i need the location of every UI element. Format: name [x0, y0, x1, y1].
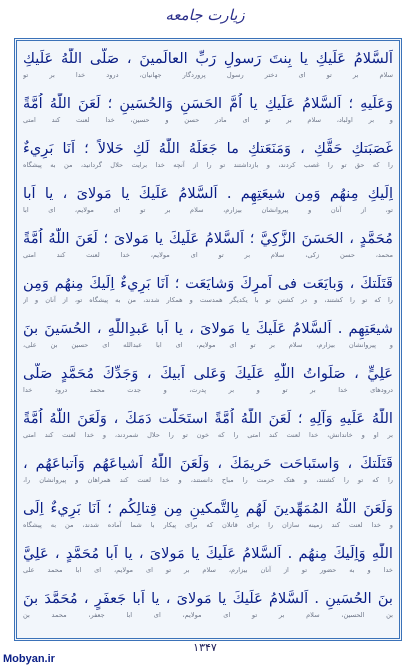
arabic-text: اِلَيكِ مِنهُم وَمِن شيعَتِهِم . اَلسَّلامُ عَلَيكَ يا مَولاىَ ، يا اَبا	[23, 185, 393, 202]
arabic-text: مُحَمَّدٍ ، الحَسَنَ الزَّكِيَّ ؛ اَلسَّلامُ عَلَيكَ يا مَولاىَ ؛ لَعَنَ اللّٰهُ اُمَّةً	[23, 230, 393, 247]
arabic-text: غَصَبَتكِ حَقَّكِ ، وَمَنَعَتكِ ما جَعَلَهُ اللّٰهُ لَكِ حَلالاً ؛ اَنَا بَرِيءٌ	[23, 140, 393, 157]
translation-text: درودهای خدا بر تو و بر پدرت، و جدت محمد درود خدا	[23, 386, 393, 394]
arabic-text: قَتَلَتكَ ، وَبايَعَت فى اَمرِكَ وَشايَعَت ؛ اَنَا بَرِيءٌ اِلَيكَ مِنهُم وَمِن	[23, 275, 393, 292]
text-line	[23, 453, 393, 486]
arabic-text: اللّٰهُ عَلَيهِ وَآلِهِ ؛ لَعَنَ اللّٰهُ اُمَّةً استَحَلَّت دَمَكَ ، وَلَعَنَ اللّٰهُ اُمَّةً	[23, 410, 393, 427]
translation-text: بن الحسین، سلام بر تو ای مولایم، ای ابا جعفر، محمد بن	[23, 611, 393, 619]
text-line	[23, 138, 393, 171]
arabic-text: وَلَعَنَ اللّٰهُ المُمَهِّدينَ لَهُم بِالتَّمكينِ مِن قِتالِكُم ؛ اَنَا بَرِيءٌ اِلَى	[23, 500, 393, 517]
arabic-text: شيعَتِهِم . اَلسَّلامُ عَلَيكَ يا مَولاىَ ، يا اَبا عَبدِاللّٰهِ ، الحُسَينَ بنَ	[23, 320, 393, 337]
translation-text: محمد، حسن زکی، سلام بر تو ای مولایم، خدا لعنت کند امتی	[23, 251, 393, 259]
translation-text: را که حق تو را غصب کردند، و بازداشتند تو را از آنچه خدا برایت حلال گردانید، من به پیشگاه	[23, 161, 393, 169]
text-line	[23, 498, 393, 531]
text-line	[23, 183, 393, 216]
text-line	[23, 408, 393, 441]
translation-text: تو، از آنان و پیروانشان بیزارم، سلام بر تو ای مولایم، ای ابا	[23, 206, 393, 214]
page-title: زیارت جامعه	[165, 6, 245, 24]
translation-text: بر او و خاندانش، خدا لعنت کند امتی را که خون تو را حلال شمردند، و خدا لعنت کند امتی	[23, 431, 393, 439]
text-line	[23, 93, 393, 126]
page-number: ۱۳۴۷	[193, 641, 217, 654]
translation-text: را که تو را کشتند، و هتک حرمت را مباح دانستند، و خدا لعنت کند همراهان و پیروانشان را،	[23, 476, 393, 484]
translation-text: را که تو را کشتند، و در کشتن تو با یکدیگر همدست و همکار شدند، من به پیشگاه تو، از آنان و از	[23, 296, 393, 304]
text-line	[23, 48, 393, 81]
site-watermark: Mobyan.ir	[3, 653, 55, 665]
text-line	[23, 228, 393, 261]
text-line	[23, 318, 393, 351]
text-line	[23, 588, 393, 621]
text-line	[23, 363, 393, 396]
text-line	[23, 543, 393, 576]
arabic-text: اللّٰهِ وَاِلَيكَ مِنهُم . اَلسَّلامُ عَلَيكَ يا مَولاىَ ، يا اَبا مُحَمَّدٍ ، عَلِيَّ	[23, 545, 393, 562]
arabic-text: عَلِيٍّ ، صَلَواتُ اللّٰهِ عَلَيكَ وَعَلى اَبيكَ ، وَجَدِّكَ مُحَمَّدٍ صَلَّى	[23, 365, 393, 382]
arabic-text: وَعَلَيهِ ؛ اَلسَّلامُ عَلَيكِ يا اُمَّ الحَسَنِ وَالحُسَينِ ؛ لَعَنَ اللّٰهُ اُمَّةً	[23, 95, 393, 112]
text-frame	[14, 38, 402, 641]
arabic-text: قَتَلَتكَ ، وَاستَباحَت حَريمَكَ ، وَلَعَنَ اللّٰهُ اَشياعَهُم وَاَتباعَهُم ،	[23, 455, 393, 472]
translation-text: و خدا لعنت کند زمینه سازان را برای قاتلان که برای پیکار با شما آماده شدند، من به پیشگاه	[23, 521, 393, 529]
text-line	[23, 273, 393, 306]
arabic-text: اَلسَّلامُ عَلَيكِ يا بِنتَ رَسولِ رَبِّ العالَمينَ ، صَلَّى اللّٰهُ عَلَيكِ	[23, 50, 393, 67]
arabic-text: بنَ الحُسَينِ . اَلسَّلامُ عَلَيكَ يا مَولاىَ ، يا اَبا جَعفَرٍ ، مُحَمَّدَ بنَ	[23, 590, 393, 607]
translation-text: خدا و به حضور تو از آنان بیزارم، سلام بر تو ای مولایم، ای ابا محمد علی	[23, 566, 393, 574]
translation-text: و پیروانشان بیزارم، سلام بر تو ای مولایم، ای ابا عبدالله ای حسین بن علی،	[23, 341, 393, 349]
translation-text: سلام بر تو ای دختر رسول پروردگار جهانیان، درود خدا بر تو	[23, 71, 393, 79]
translation-text: و بر اولباد، سلام بر تو ای مادر حسن و حسین، خدا لعنت کند امتی	[23, 116, 393, 124]
